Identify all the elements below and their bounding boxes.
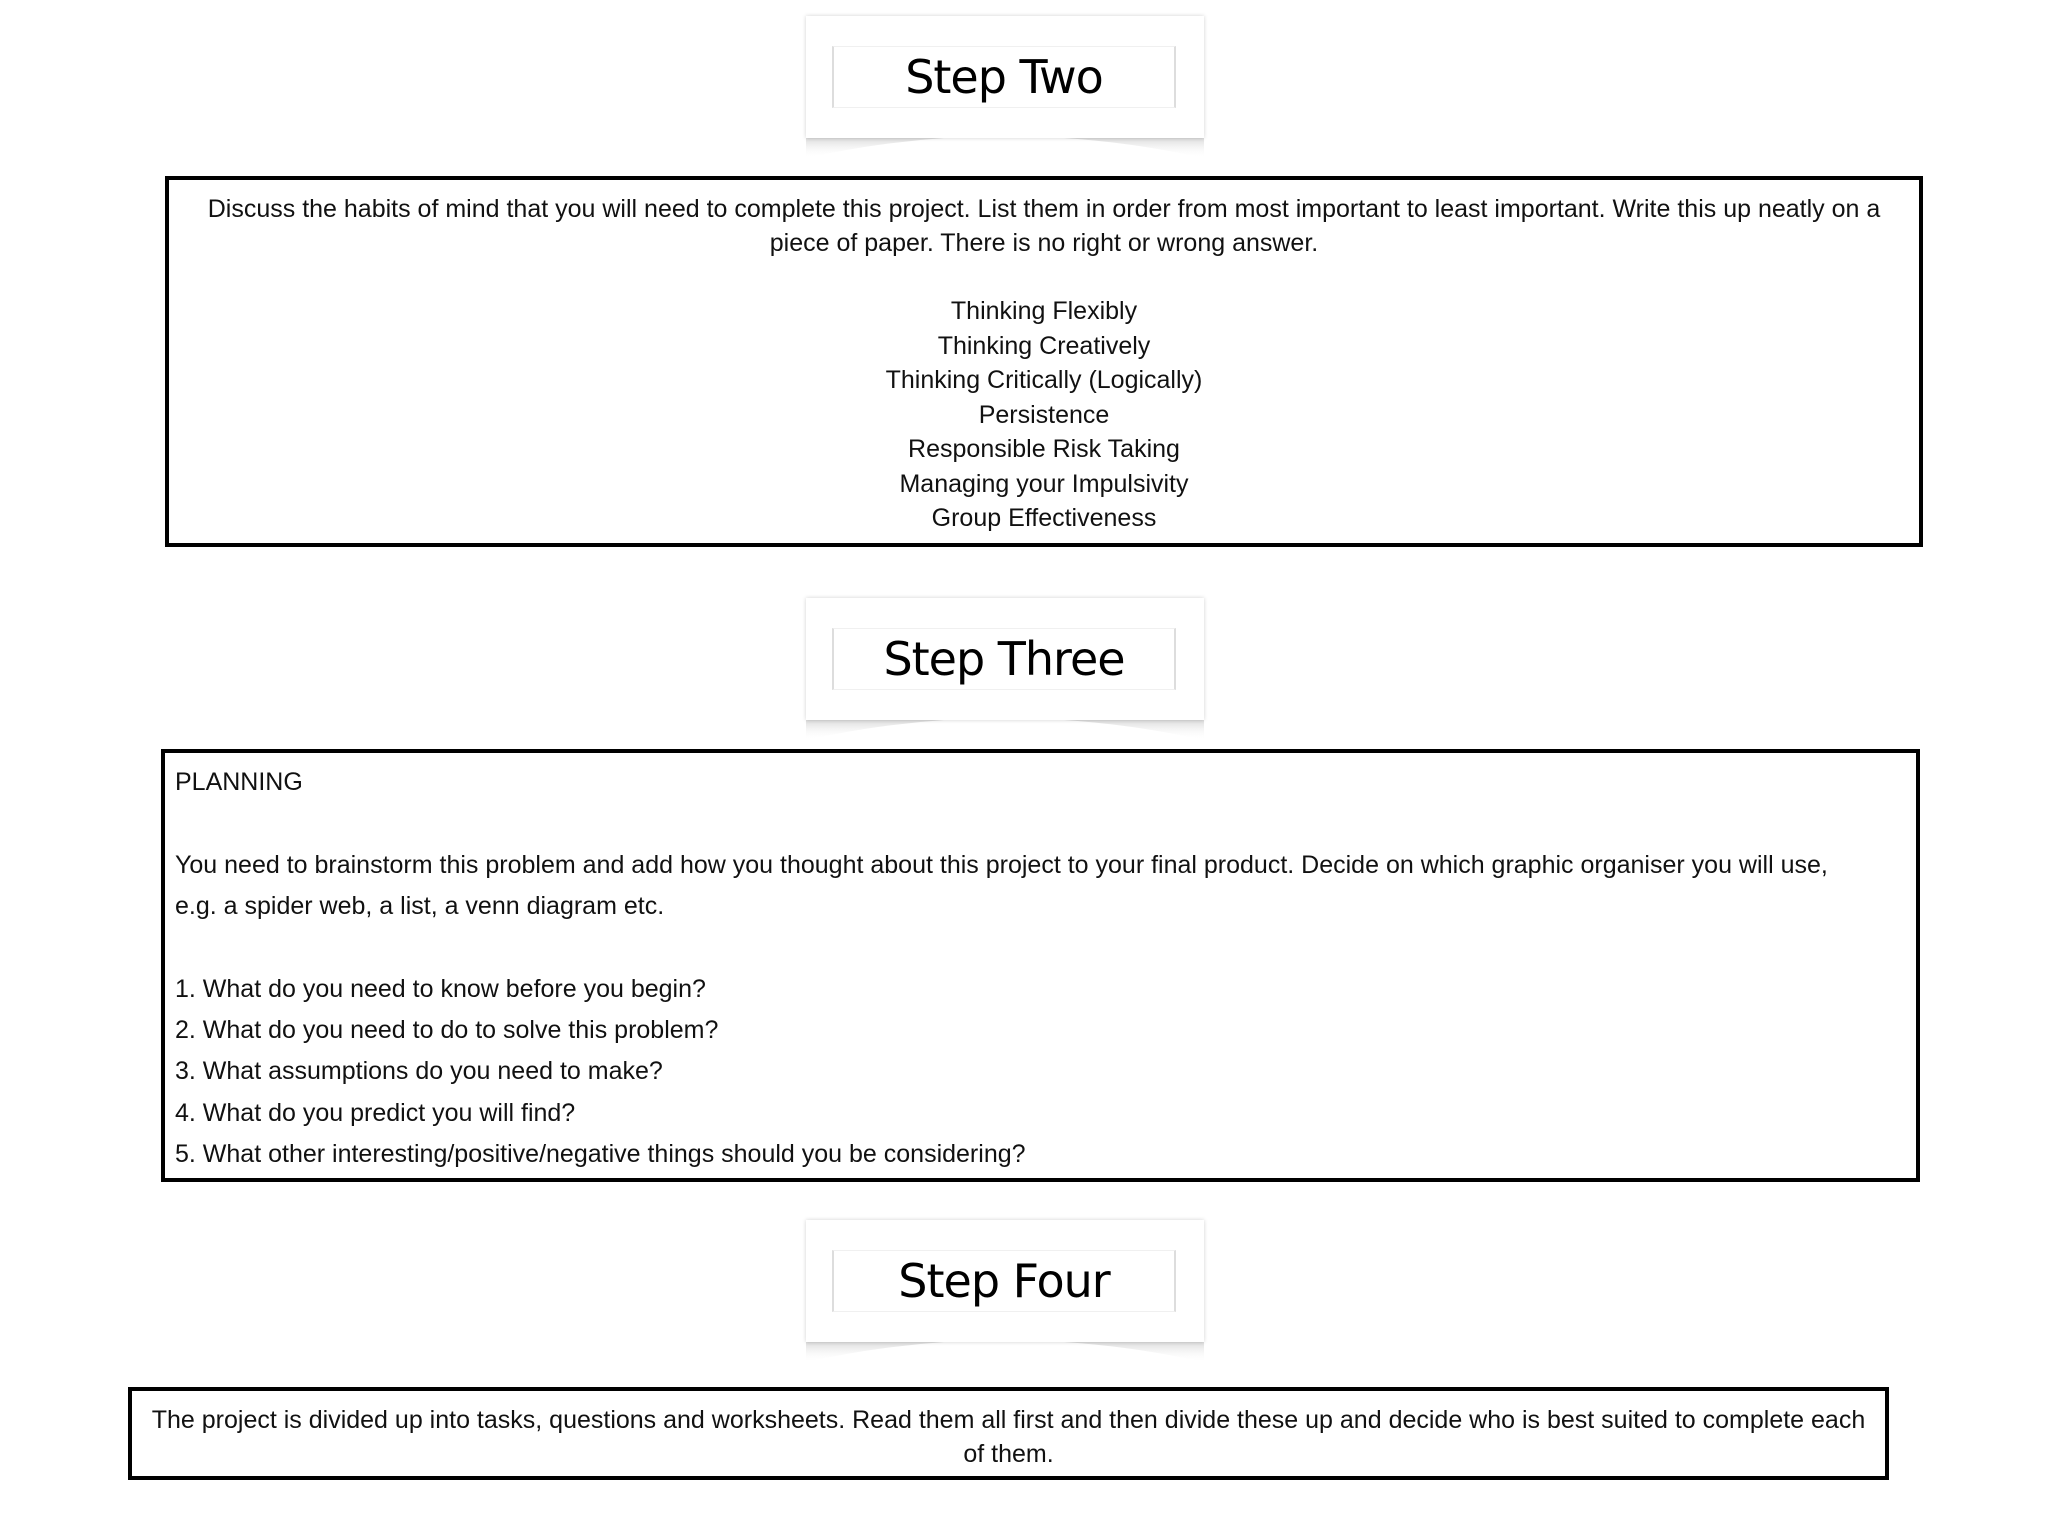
step-two-box <box>165 176 1923 547</box>
habits-list <box>183 294 1905 536</box>
step-four-box <box>128 1387 1889 1480</box>
banner-inner-frame <box>832 628 1176 690</box>
step-four-title: Step Four <box>898 1254 1110 1308</box>
habit-item: Thinking Critically (Logically) <box>885 366 1203 394</box>
banner-card <box>806 598 1204 720</box>
habit-item: Group Effectiveness <box>931 504 1157 532</box>
step-two-title: Step Two <box>905 50 1103 104</box>
step-four-banner <box>806 1220 1204 1342</box>
step-two-banner <box>806 16 1204 138</box>
question-item: 3. What assumptions do you need to make? <box>175 1057 663 1086</box>
planning-questions <box>175 969 1876 1175</box>
habit-item: Responsible Risk Taking <box>908 435 1180 463</box>
step-four-text: The project is divided up into tasks, questions and worksheets. Read them all first and then divide these up and decide who is best suited to complete each of them. <box>151 1406 1866 1468</box>
question-item: 1. What do you need to know before you begin? <box>175 975 706 1003</box>
banner-card <box>806 1220 1204 1342</box>
question-item: 2. What do you need to do to solve this problem? <box>175 1016 719 1045</box>
question-item: 4. What do you predict you will find? <box>175 1098 576 1127</box>
step-two-intro: Discuss the habits of mind that you will need to complete this project. List them in order from most important to least important. Write this up neatly on a piece of paper. There is no right or wrong answer. <box>207 195 1881 257</box>
banner-inner-frame <box>832 1250 1176 1312</box>
habit-item: Thinking Flexibly <box>950 297 1138 325</box>
step-three-title: Step Three <box>883 632 1125 686</box>
habit-item: Thinking Creatively <box>937 331 1151 360</box>
habit-item: Managing your Impulsivity <box>899 469 1189 498</box>
step-three-banner <box>806 598 1204 720</box>
question-item: 5. What other interesting/positive/negative things should you be considering? <box>175 1139 1026 1168</box>
step-three-box <box>161 749 1920 1182</box>
planning-heading: PLANNING <box>175 768 303 796</box>
banner-card <box>806 16 1204 138</box>
step-three-intro: You need to brainstorm this problem and add how you thought about this project to your final product. Decide on which graphic organiser you will use, e.g. a spider web, a list, a venn diagram etc. <box>175 851 1828 920</box>
habit-item: Persistence <box>978 400 1110 429</box>
banner-inner-frame <box>832 46 1176 108</box>
